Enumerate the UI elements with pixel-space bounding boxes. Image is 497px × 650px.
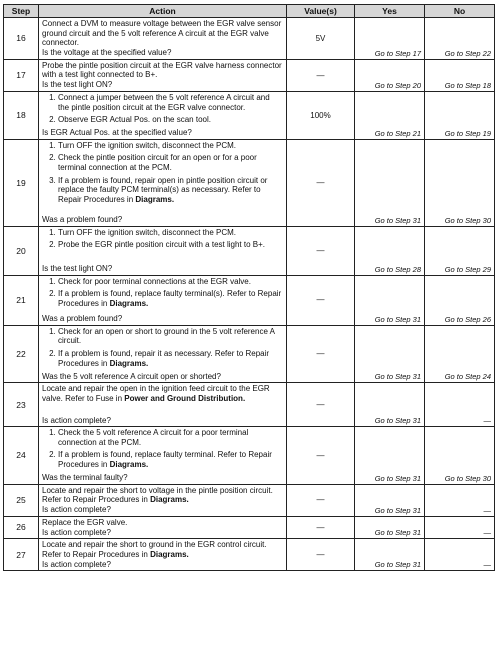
action-steps xyxy=(58,141,283,205)
step-number: 25 xyxy=(4,484,39,516)
no-cell: Go to Step 18 xyxy=(425,59,495,91)
action-steps xyxy=(58,228,283,250)
table-row xyxy=(4,18,495,60)
action-step: 3. If a problem is found, repair open in pintle position circuit or replace the faulty PCM terminal(s) as necessary. Refer to Repair Procedures in Diagrams. xyxy=(58,176,283,205)
action-cell xyxy=(39,91,287,139)
action-steps xyxy=(58,327,283,368)
value-cell: — xyxy=(287,59,355,91)
no-cell: Go to Step 29 xyxy=(425,226,495,275)
header-step: Step xyxy=(4,5,39,18)
value-cell: — xyxy=(287,427,355,484)
action-step: 2. Observe EGR Actual Pos. on the scan tool. xyxy=(58,115,283,125)
value-cell: 100% xyxy=(287,91,355,139)
action-step: 1. Check the 5 volt reference A circuit for a poor terminal connection at the PCM. xyxy=(58,428,283,447)
action-steps xyxy=(58,277,283,309)
action-steps xyxy=(58,428,283,469)
action-reference: Diagrams. xyxy=(109,358,149,368)
step-number: 26 xyxy=(4,516,39,539)
value-cell: — xyxy=(287,139,355,226)
yes-cell: Go to Step 31 xyxy=(355,539,425,571)
header-values: Value(s) xyxy=(287,5,355,18)
action-step: 2. If a problem is found, replace faulty terminal(s). Refer to Repair Procedures in Diagrams. xyxy=(58,289,283,308)
step-number: 22 xyxy=(4,325,39,382)
action-cell xyxy=(39,139,287,226)
table-header-row xyxy=(4,5,495,18)
action-cell xyxy=(39,539,287,571)
action-cell xyxy=(39,226,287,275)
diagnostic-table xyxy=(3,4,495,571)
action-text: Locate and repair the short to ground in the EGR control circuit. Refer to Repair Procedures in Diagrams. xyxy=(42,540,267,559)
table-row xyxy=(4,427,495,484)
step-number: 20 xyxy=(4,226,39,275)
yes-cell: Go to Step 28 xyxy=(355,226,425,275)
action-reference: Diagrams. xyxy=(109,459,149,469)
action-text: Locate and repair the short to voltage in the pintle position circuit. Refer to Repair Procedures in Diagrams. xyxy=(42,485,273,505)
action-step: 1. Check for an open or short to ground in the 5 volt reference A circuit. xyxy=(58,327,283,346)
action-reference: Diagrams. xyxy=(135,194,175,204)
action-step: 1. Turn OFF the ignition switch, disconnect the PCM. xyxy=(58,228,283,238)
yes-cell: Go to Step 31 xyxy=(355,139,425,226)
action-step: 2. Check the pintle position circuit for an open or for a poor terminal connection at the PCM. xyxy=(58,153,283,172)
action-question: Was the terminal faulty? xyxy=(42,472,128,482)
no-cell: — xyxy=(425,539,495,571)
yes-cell: Go to Step 31 xyxy=(355,484,425,516)
action-cell xyxy=(39,484,287,516)
action-question: Is action complete? xyxy=(42,505,111,515)
value-cell: — xyxy=(287,275,355,325)
yes-cell: Go to Step 31 xyxy=(355,383,425,427)
table-row xyxy=(4,383,495,427)
action-step: 1. Turn OFF the ignition switch, disconnect the PCM. xyxy=(58,141,283,151)
table-row xyxy=(4,139,495,226)
no-cell: — xyxy=(425,484,495,516)
action-cell xyxy=(39,325,287,382)
value-cell: — xyxy=(287,383,355,427)
yes-cell: Go to Step 31 xyxy=(355,427,425,484)
yes-cell: Go to Step 31 xyxy=(355,516,425,539)
value-cell: — xyxy=(287,539,355,571)
action-question: Is action complete? xyxy=(42,415,111,425)
header-yes: Yes xyxy=(355,5,425,18)
table-row xyxy=(4,516,495,539)
table-row xyxy=(4,325,495,382)
step-number: 24 xyxy=(4,427,39,484)
step-number: 17 xyxy=(4,59,39,91)
step-number: 19 xyxy=(4,139,39,226)
no-cell: Go to Step 30 xyxy=(425,427,495,484)
action-question: Is EGR Actual Pos. at the specified value? xyxy=(42,128,192,138)
action-reference: Power and Ground Distribution. xyxy=(124,393,246,403)
action-question: Was a problem found? xyxy=(42,314,123,324)
action-question: Was a problem found? xyxy=(42,215,123,225)
step-number: 21 xyxy=(4,275,39,325)
action-text: Replace the EGR valve. xyxy=(42,517,128,527)
action-cell xyxy=(39,383,287,427)
step-number: 18 xyxy=(4,91,39,139)
action-cell xyxy=(39,516,287,539)
action-step: 1. Check for poor terminal connections at the EGR valve. xyxy=(58,277,283,287)
action-question: Is action complete? xyxy=(42,527,111,537)
action-text: Connect a DVM to measure voltage between the EGR valve sensor ground circuit and the 5 volt reference A circuit at the EGR valve connector. xyxy=(42,19,282,48)
value-cell: — xyxy=(287,484,355,516)
no-cell: Go to Step 30 xyxy=(425,139,495,226)
no-cell: Go to Step 26 xyxy=(425,275,495,325)
value-cell: — xyxy=(287,516,355,539)
action-step: 1. Connect a jumper between the 5 volt reference A circuit and the pintle position circuit at the EGR valve connector. xyxy=(58,93,283,112)
action-text: Probe the pintle position circuit at the EGR valve harness connector with a test light connected to B+. xyxy=(42,60,282,80)
action-question: Is action complete? xyxy=(42,559,111,569)
action-question: Is the test light ON? xyxy=(42,264,113,274)
action-cell xyxy=(39,18,287,60)
no-cell: — xyxy=(425,516,495,539)
yes-cell: Go to Step 17 xyxy=(355,18,425,60)
action-question: Is the voltage at the specified value? xyxy=(42,48,172,58)
action-reference: Diagrams. xyxy=(150,495,189,505)
yes-cell: Go to Step 20 xyxy=(355,59,425,91)
action-reference: Diagrams. xyxy=(109,298,149,308)
no-cell: — xyxy=(425,383,495,427)
yes-cell: Go to Step 31 xyxy=(355,275,425,325)
table-row xyxy=(4,484,495,516)
no-cell: Go to Step 19 xyxy=(425,91,495,139)
no-cell: Go to Step 22 xyxy=(425,18,495,60)
header-no: No xyxy=(425,5,495,18)
header-action: Action xyxy=(39,5,287,18)
step-number: 16 xyxy=(4,18,39,60)
action-cell xyxy=(39,275,287,325)
yes-cell: Go to Step 31 xyxy=(355,325,425,382)
no-cell: Go to Step 24 xyxy=(425,325,495,382)
action-step: 2. Probe the EGR pintle position circuit with a test light to B+. xyxy=(58,240,283,250)
table-row xyxy=(4,91,495,139)
action-cell xyxy=(39,59,287,91)
table-row xyxy=(4,275,495,325)
table-row xyxy=(4,59,495,91)
value-cell: — xyxy=(287,325,355,382)
table-body xyxy=(4,18,495,571)
action-text: Locate and repair the open in the ignition feed circuit to the EGR valve. Refer to Fuse in Power and Ground Distribution. xyxy=(42,384,270,403)
action-question: Is the test light ON? xyxy=(42,80,113,90)
step-number: 27 xyxy=(4,539,39,571)
action-step: 2. If a problem is found, replace faulty terminal. Refer to Repair Procedures in Diagrams. xyxy=(58,450,283,469)
action-step: 2. If a problem is found, repair it as necessary. Refer to Repair Procedures in Diagrams. xyxy=(58,349,283,368)
value-cell: — xyxy=(287,226,355,275)
table-row xyxy=(4,226,495,275)
action-cell xyxy=(39,427,287,484)
table-row xyxy=(4,539,495,571)
yes-cell: Go to Step 21 xyxy=(355,91,425,139)
value-cell: 5V xyxy=(287,18,355,60)
action-reference: Diagrams. xyxy=(150,549,189,559)
step-number: 23 xyxy=(4,383,39,427)
action-question: Was the 5 volt reference A circuit open or shorted? xyxy=(42,371,221,381)
action-steps xyxy=(58,93,283,125)
